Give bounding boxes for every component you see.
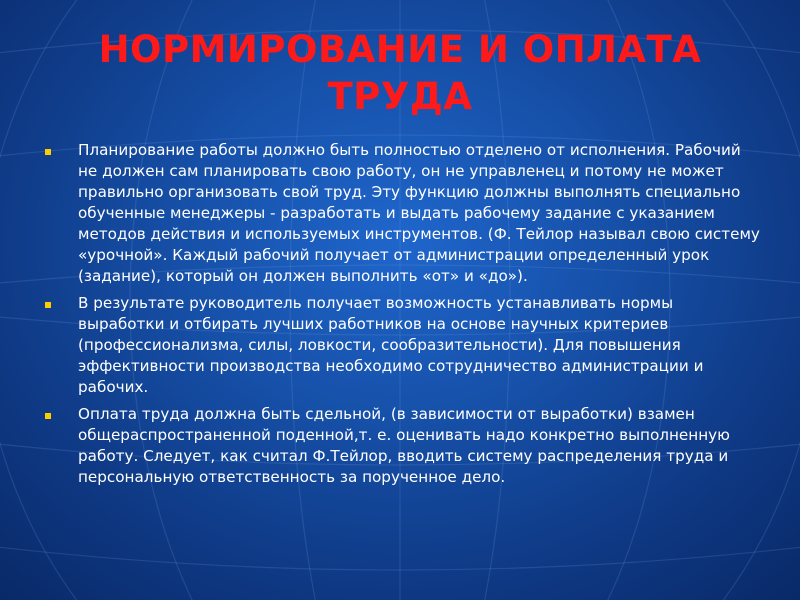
bullet-item bbox=[40, 404, 760, 488]
square-bullet-icon bbox=[45, 302, 51, 308]
bullet-text: Оплата труда должна быть сдельной, (в зависимости от выработки) взамен общераспространенной поденной,т. е. оценивать надо конкретно выполненную работу. Следует, как считал Ф.Тейлор, вводить систему распределения труда и персональную ответственность за порученное дело. bbox=[78, 405, 730, 486]
bullet-list bbox=[40, 140, 760, 494]
square-bullet-icon bbox=[45, 149, 51, 155]
slide-title: НОРМИРОВАНИЕ И ОПЛАТА ТРУДА bbox=[98, 28, 702, 118]
bullet-item bbox=[40, 293, 760, 398]
bullet-text: Планирование работы должно быть полностью отделено от исполнения. Рабочий не должен сам планировать свою работу, он не управленец и потому не может правильно организовать свой труд. Эту функцию должны выполнять специально обученные менеджеры - разработать и выдать рабочему задание с указанием методов действия и используемых инструментов. (Ф. Тейлор называл свою систему «урочной». Каждый рабочий получает от администрации определенный урок (задание), который он должен выполнить «от» и «до»). bbox=[78, 141, 760, 285]
square-bullet-icon bbox=[45, 413, 51, 419]
bullet-item bbox=[40, 140, 760, 287]
bullet-text: В результате руководитель получает возможность устанавливать нормы выработки и отбирать лучших работников на основе научных критериев (профессионализма, силы, ловкости, сообразительности). Для повышения эффективности производства необходимо сотрудничество администрации и рабочих. bbox=[78, 294, 704, 396]
